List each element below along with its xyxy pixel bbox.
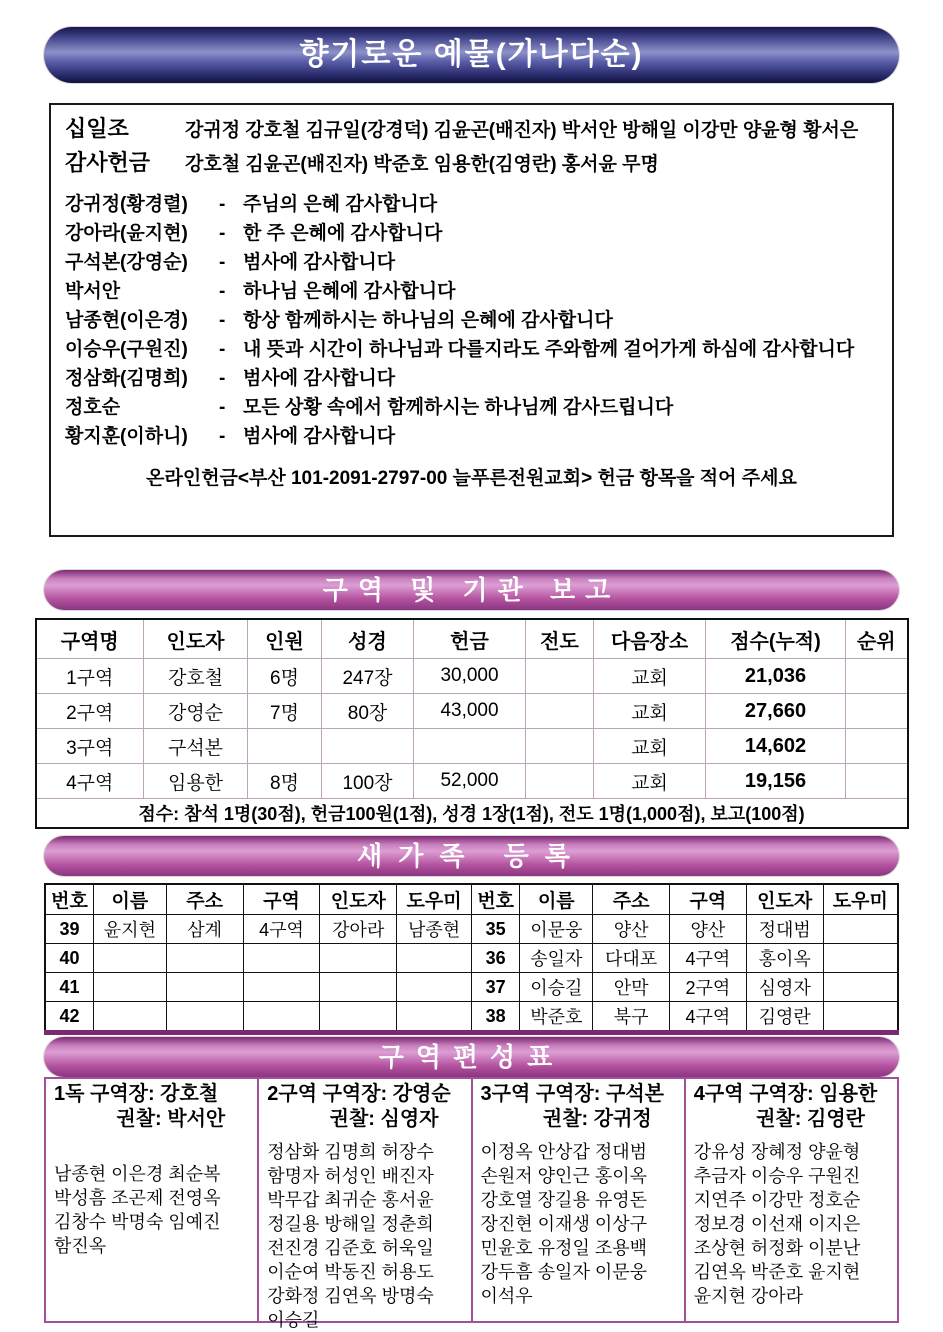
tithe-row (65, 115, 878, 144)
new-family-cell: 4구역 (670, 944, 747, 973)
group-member-line: 함진옥 (54, 1236, 107, 1256)
new-family-cell: 4구역 (670, 1002, 747, 1033)
group-members (481, 1140, 678, 1308)
group-member-line: 강호열 장길용 유영돈 (480, 1190, 647, 1210)
note-dash: - (219, 310, 226, 331)
report-header-row (36, 619, 908, 659)
note-text: 모든 상황 속에서 함께하시는 하나님께 감사드립니다 (243, 397, 674, 418)
note-dash: - (219, 339, 226, 360)
report-cell: 43,000 (414, 694, 526, 729)
group-deputy: 권찰: 박서안 (116, 1108, 226, 1130)
new-family-cell: 38 (471, 1002, 520, 1033)
new-family-cell: 북구 (593, 1002, 670, 1033)
offering-box (49, 103, 894, 537)
new-family-cell (243, 973, 320, 1002)
title-banner-label: 향기로운 예물(가나다순) (299, 38, 644, 71)
report-cell: 임용한 (144, 764, 248, 799)
new-family-cell: 42 (45, 1002, 94, 1033)
group-member-line: 추금자 이승우 구원진 (693, 1166, 861, 1186)
new-family-cell (166, 973, 243, 1002)
report-cell: 30,000 (414, 659, 526, 694)
new-family-column-header: 구역 (243, 884, 320, 915)
note-dash: - (219, 252, 226, 273)
new-family-cell (166, 1002, 243, 1033)
group-member-line: 이승길 (267, 1310, 320, 1330)
note-text: 하나님 은혜에 감사합니다 (243, 281, 456, 302)
group-member-line: 정길용 방해일 정춘희 (267, 1214, 434, 1234)
note-row (65, 306, 878, 335)
tithe-names: 강귀정 강호철 김규일(강경덕) 김윤곤(배진자) 박서안 방해일 이강만 양윤형 황서은 (185, 120, 859, 141)
new-family-cell (94, 1002, 167, 1033)
note-name: 강아라(윤지현) (65, 223, 188, 244)
new-family-cell: 송일자 (520, 944, 593, 973)
group-member-line: 민윤호 유정일 조용백 (480, 1238, 647, 1258)
report-cell: 2구역 (36, 694, 144, 729)
new-family-cell (243, 1002, 320, 1033)
group-column (46, 1079, 259, 1321)
note-dash: - (219, 194, 226, 215)
new-family-column-header: 인도자 (746, 884, 823, 915)
report-column-header: 전도 (526, 619, 594, 659)
report-footnote: 점수: 참석 1명(30점), 헌금100원(1점), 성경 1장(1점), 전도 1명(1,000점), 보고(100점) (36, 799, 908, 829)
report-cell (414, 729, 526, 764)
new-family-cell: 다대포 (593, 944, 670, 973)
report-column-header: 다음장소 (594, 619, 706, 659)
report-footnote-row (36, 799, 908, 829)
report-body (36, 659, 908, 829)
report-cell: 강호철 (144, 659, 248, 694)
table-row (45, 944, 898, 973)
note-dash: - (219, 223, 226, 244)
note-name: 남종현(이은경) (65, 310, 188, 331)
new-family-cell: 심영자 (746, 973, 823, 1002)
new-family-cell (823, 973, 898, 1002)
new-family-cell: 삼계 (166, 915, 243, 944)
new-family-cell (397, 944, 472, 973)
report-banner-label: 구역 및 기관 보고 (322, 575, 621, 605)
group-title: 3구역 구역장: 구석본 (480, 1083, 664, 1105)
group-member-line: 강유성 장혜정 양윤형 (693, 1142, 861, 1162)
report-cell (846, 764, 908, 799)
table-row (36, 764, 908, 799)
group-member-line: 지연주 이강만 정호순 (693, 1190, 861, 1210)
new-family-cell (397, 973, 472, 1002)
new-family-cell: 홍이옥 (746, 944, 823, 973)
new-family-cell: 36 (471, 944, 520, 973)
new-family-cell: 안막 (593, 973, 670, 1002)
new-family-cell: 남종현 (397, 915, 472, 944)
group-title: 1독 구역장: 강호철 (54, 1083, 219, 1105)
new-family-cell: 이승길 (520, 973, 593, 1002)
report-cell: 1구역 (36, 659, 144, 694)
group-member-line: 손원저 양인근 홍이옥 (480, 1166, 647, 1186)
new-family-column-header: 인도자 (320, 884, 397, 915)
new-family-banner (44, 836, 899, 876)
report-cell: 14,602 (706, 729, 846, 764)
report-cell: 구석본 (144, 729, 248, 764)
new-family-cell (94, 973, 167, 1002)
note-dash: - (219, 368, 226, 389)
new-family-cell (320, 944, 397, 973)
new-family-column-header: 번호 (45, 884, 94, 915)
assignment-banner-label: 구역편성표 (378, 1042, 565, 1072)
new-family-cell: 39 (45, 915, 94, 944)
note-name: 강귀정(황경렬) (65, 194, 188, 215)
group-title: 4구역 구역장: 임용한 (693, 1083, 878, 1105)
table-row (36, 729, 908, 764)
group-member-line: 정삼화 김명희 허장수 (267, 1142, 434, 1162)
new-family-cell: 정대범 (746, 915, 823, 944)
group-member-line: 박무갑 최귀순 홍서윤 (267, 1190, 434, 1210)
note-text: 주님의 은혜 감사합니다 (243, 194, 438, 215)
group-member-line: 김창수 박명숙 임예진 (54, 1212, 221, 1232)
note-row (65, 219, 878, 248)
group-members (694, 1140, 891, 1308)
report-cell: 52,000 (414, 764, 526, 799)
group-member-line: 강두흠 송일자 이문웅 (480, 1262, 647, 1282)
note-text: 항상 함께하시는 하나님의 은혜에 감사합니다 (243, 310, 613, 331)
group-member-line: 장진현 이재생 이상구 (480, 1214, 647, 1234)
report-cell (526, 729, 594, 764)
new-family-cell: 윤지현 (94, 915, 167, 944)
table-row (45, 1002, 898, 1033)
report-cell (846, 729, 908, 764)
note-row (65, 248, 878, 277)
note-text: 내 뜻과 시간이 하나님과 다를지라도 주와함께 걸어가게 하심에 감사합니다 (243, 339, 855, 360)
report-cell: 강영순 (144, 694, 248, 729)
report-cell: 6명 (248, 659, 322, 694)
new-family-column-header: 번호 (471, 884, 520, 915)
report-banner (44, 570, 899, 610)
new-family-cell (823, 1002, 898, 1033)
note-row (65, 277, 878, 306)
new-family-header-row (45, 884, 898, 915)
report-cell: 27,660 (706, 694, 846, 729)
new-family-cell (320, 973, 397, 1002)
thanks-label: 감사헌금 (65, 150, 151, 175)
note-dash: - (219, 281, 226, 302)
thanks-names: 강호철 김윤곤(배진자) 박준호 임용한(김영란) 홍서윤 무명 (185, 154, 659, 175)
report-cell (526, 764, 594, 799)
assignment-table (44, 1077, 899, 1330)
note-name: 황지훈(이하니) (65, 426, 188, 447)
report-column-header: 인원 (248, 619, 322, 659)
report-cell: 4구역 (36, 764, 144, 799)
new-family-cell (320, 1002, 397, 1033)
new-family-cell (823, 915, 898, 944)
report-cell: 교회 (594, 694, 706, 729)
note-name: 정호순 (65, 397, 121, 418)
new-family-cell: 41 (45, 973, 94, 1002)
note-dash: - (219, 397, 226, 418)
note-text: 한 주 은혜에 감사합니다 (243, 223, 443, 244)
new-family-cell: 박준호 (520, 1002, 593, 1033)
report-cell (846, 694, 908, 729)
new-family-cell: 37 (471, 973, 520, 1002)
report-column-header: 인도자 (144, 619, 248, 659)
group-column (473, 1079, 686, 1321)
group-member-line: 박성흠 조곤제 전영옥 (54, 1188, 221, 1208)
new-family-cell: 4구역 (243, 915, 320, 944)
group-member-line: 이정옥 안상갑 정대범 (480, 1142, 647, 1162)
group-member-line: 함명자 허성인 배진자 (267, 1166, 434, 1186)
new-family-cell: 2구역 (670, 973, 747, 1002)
report-cell: 교회 (594, 659, 706, 694)
group-member-line: 조상현 허정화 이분난 (693, 1238, 861, 1258)
group-deputy: 권찰: 김영란 (756, 1108, 865, 1130)
group-member-line: 이순여 박동진 허용도 (267, 1262, 434, 1282)
new-family-cell (166, 944, 243, 973)
group-members (267, 1140, 464, 1332)
new-family-cell (823, 944, 898, 973)
new-family-column-header: 이름 (94, 884, 167, 915)
new-family-column-header: 도우미 (823, 884, 898, 915)
group-member-line: 강화정 김연옥 방명숙 (267, 1286, 434, 1306)
bulletin-page (0, 27, 943, 1330)
report-cell (846, 659, 908, 694)
note-row (65, 364, 878, 393)
new-family-column-header: 이름 (520, 884, 593, 915)
note-row (65, 393, 878, 422)
note-text: 범사에 감사합니다 (243, 426, 396, 447)
report-column-header: 점수(누적) (706, 619, 846, 659)
assignment-banner (44, 1037, 899, 1077)
group-deputy: 권찰: 심영자 (329, 1108, 439, 1130)
note-row (65, 190, 878, 219)
report-cell: 100장 (322, 764, 414, 799)
report-cell: 7명 (248, 694, 322, 729)
note-row (65, 335, 878, 364)
report-cell: 3구역 (36, 729, 144, 764)
report-column-header: 구역명 (36, 619, 144, 659)
group-column (259, 1079, 472, 1330)
thanks-notes-list (65, 190, 878, 451)
group-member-line: 남종현 이은경 최순복 (54, 1164, 221, 1184)
new-family-column-header: 도우미 (397, 884, 472, 915)
table-row (36, 659, 908, 694)
note-text: 범사에 감사합니다 (243, 368, 396, 389)
group-title: 2구역 구역장: 강영순 (267, 1083, 451, 1105)
report-cell: 80장 (322, 694, 414, 729)
new-family-cell: 양산 (670, 915, 747, 944)
group-deputy: 권찰: 강귀정 (542, 1108, 652, 1130)
new-family-cell (94, 944, 167, 973)
report-cell (322, 729, 414, 764)
new-family-cell: 강아라 (320, 915, 397, 944)
group-member-line: 이석우 (480, 1286, 533, 1306)
new-family-column-header: 주소 (166, 884, 243, 915)
note-name: 이승우(구원진) (65, 339, 188, 360)
table-row (45, 973, 898, 1002)
report-cell: 247장 (322, 659, 414, 694)
tithe-label: 십일조 (65, 116, 129, 141)
report-column-header: 헌금 (414, 619, 526, 659)
report-column-header: 성경 (322, 619, 414, 659)
group-member-line: 전진경 김준호 허욱일 (267, 1238, 434, 1258)
group-member-line: 윤지현 강아라 (693, 1286, 804, 1306)
new-family-column-header: 구역 (670, 884, 747, 915)
table-row (36, 694, 908, 729)
report-cell: 21,036 (706, 659, 846, 694)
report-cell: 교회 (594, 764, 706, 799)
new-family-banner-label: 새가족 등록 (357, 841, 586, 871)
note-name: 구석본(강영순) (65, 252, 188, 273)
new-family-cell: 양산 (593, 915, 670, 944)
report-cell: 19,156 (706, 764, 846, 799)
report-cell (526, 694, 594, 729)
new-family-body (45, 915, 898, 1033)
group-member-line: 김연옥 박준호 윤지현 (693, 1262, 861, 1282)
group-members (54, 1162, 251, 1258)
note-text: 범사에 감사합니다 (243, 252, 396, 273)
title-banner (44, 27, 899, 83)
new-family-cell (397, 1002, 472, 1033)
new-family-cell (243, 944, 320, 973)
group-column (686, 1079, 897, 1321)
note-name: 정삼화(김명희) (65, 368, 188, 389)
report-cell (526, 659, 594, 694)
report-column-header: 순위 (846, 619, 908, 659)
table-row (45, 915, 898, 944)
note-name: 박서안 (65, 281, 121, 302)
note-row (65, 422, 878, 451)
report-table (35, 618, 909, 829)
online-offering-note: 온라인헌금<부산 101-2091-2797-00 늘푸른전원교회> 헌금 항목을 적어 주세요 (146, 468, 797, 489)
group-member-line: 정보경 이선재 이지은 (693, 1214, 861, 1234)
note-dash: - (219, 426, 226, 447)
report-cell: 8명 (248, 764, 322, 799)
new-family-table (44, 883, 899, 1035)
new-family-cell: 35 (471, 915, 520, 944)
report-cell (248, 729, 322, 764)
thanks-row (65, 149, 878, 178)
new-family-cell: 이문웅 (520, 915, 593, 944)
report-cell: 교회 (594, 729, 706, 764)
new-family-cell: 김영란 (746, 1002, 823, 1033)
new-family-column-header: 주소 (593, 884, 670, 915)
new-family-cell: 40 (45, 944, 94, 973)
